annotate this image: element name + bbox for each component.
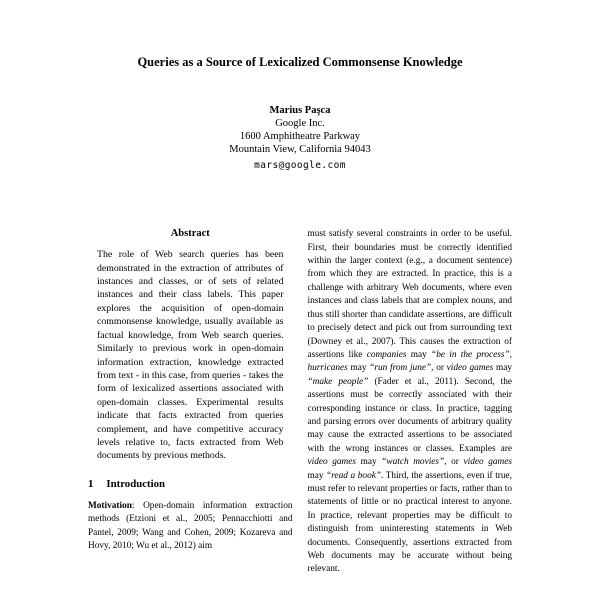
right-column <box>308 228 513 577</box>
section-1-title: Introduction <box>106 477 166 490</box>
two-column-body <box>88 228 512 577</box>
author-affiliation: Google Inc. <box>275 118 325 130</box>
author-address-line2: Mountain View, California 94043 <box>229 144 371 156</box>
left-column <box>88 228 293 577</box>
section-1-heading <box>88 478 293 490</box>
author-email: mars@google.com <box>254 160 346 172</box>
author-address-line1: 1600 Amphitheatre Parkway <box>239 131 361 143</box>
paper-title: Queries as a Source of Lexicalized Commonsense Knowledge <box>137 55 463 69</box>
right-column-paragraph: must satisfy several constraints in order to be useful. First, their boundaries must be correctly identified within the larger context (e.g., a document sentence) from which they are extracted. In practice, this is a challenge with arbitrary Web documents, where even instances and class labels that are complex nouns, and thus still shorter than candidate assertions, are difficult to precisely detect and pick out from surrounding text (Downey et al., 2007). This causes the extraction of assertions like companies may “be in the process”, hurricanes may “run from june”, or video games may “make people” (Fader et al., 2011). Second, the assertions must be correctly associated with their corresponding instance or class. In practice, tagging and parsing errors over documents of arbitrary quality may cause the extracted assertions to be associated with the wrong instances or classes. Examples are video games may “watch movies”, or video games may “read a book”. Third, the assertions, even if true, must refer to relevant properties or facts, rather than to statements of little or no practical interest to anyone. In practice, relevant properties may be difficult to distinguish from uninteresting statements in Web documents. Consequently, assertions extracted from Web documents may be accurate without being relevant. <box>307 229 513 575</box>
author-block <box>0 104 600 172</box>
section-1-number: 1 <box>88 477 94 490</box>
author-name: Marius Paşca <box>269 105 331 117</box>
abstract-heading: Abstract <box>170 228 210 240</box>
abstract-text: The role of Web search queries has been demonstrated in the extraction of attributes of instances and classes, or of sets of related instances and their class labels. This paper explores the acquisition of open-domain commonsense knowledge, usually available as factual knowledge, from Web search queries. Similarly to previous work in open-domain information extraction, knowledge extracted from text - in this case, from queries - takes the form of lexicalized assertions associated with open-domain classes. Experimental results indicate that facts extracted from queries complement, and have competitive accuracy levels relative to, facts extracted from Web documents by previous methods. <box>97 249 284 462</box>
introduction-paragraph: Motivation: Open-domain information extraction methods (Etzioni et al., 2005; Pennacchiotti and Pantel, 2009; Wang and Cohen, 2009; Kozareva and Hovy, 2010; Wu et al., 2012) aim <box>88 500 293 551</box>
